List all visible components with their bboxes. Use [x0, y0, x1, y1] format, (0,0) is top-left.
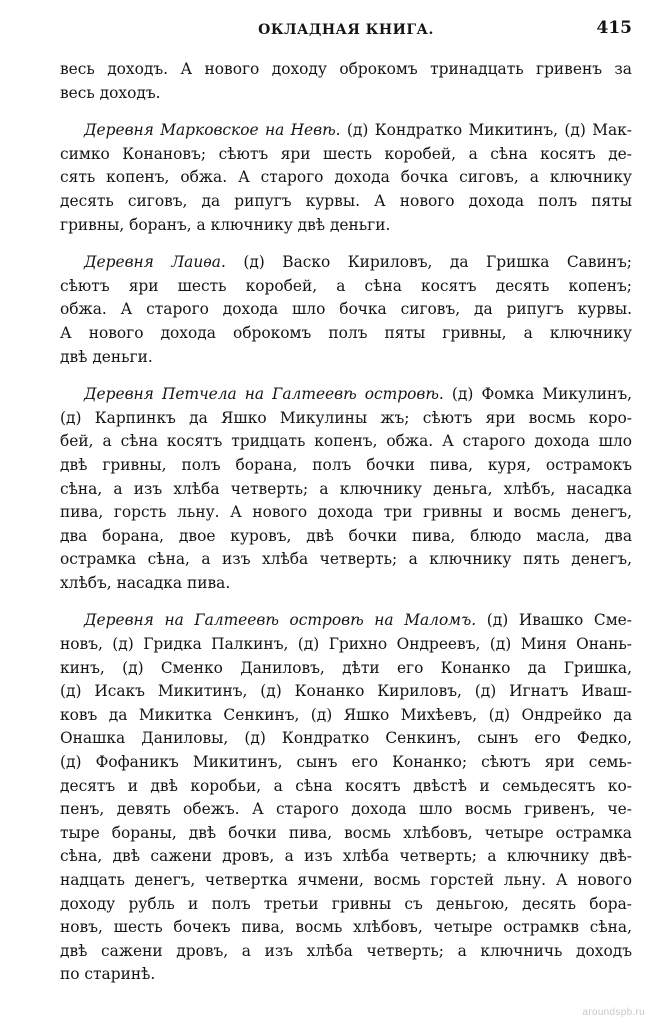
- text-line: [60, 916, 632, 940]
- text-line: [60, 322, 632, 346]
- paragraph: [60, 383, 632, 595]
- text-segment: два борана, двое куровъ, двѣ бочки пива, блюдо масла, два: [60, 526, 632, 545]
- text-segment: кинъ, (д) Сменко Даниловъ, дѣти его Конанко да Гришка,: [60, 658, 632, 677]
- text-segment: (д) Кондратко Микитинъ, (д) Мак-: [340, 121, 632, 140]
- text-line: [60, 190, 632, 214]
- text-segment: обжа. А старого дохода шло бочка сиговъ, да рипугъ курвы.: [60, 300, 632, 319]
- text-segment: доходу рубль и полъ третьи гривны съ деньгою, десять бора-: [60, 894, 632, 913]
- text-line: [60, 893, 632, 917]
- text-segment: А нового дохода оброкомъ полъ пяты гривны, а ключнику: [60, 323, 632, 342]
- text-line: [60, 572, 632, 596]
- text-line: [60, 775, 632, 799]
- text-segment: ковъ да Микитка Сенкинъ, (д) Яшко Михѣевъ, (д) Ондрейко да: [60, 705, 632, 724]
- text-segment: новъ, (д) Гридка Палкинъ, (д) Грихно Ондреевъ, (д) Миня Онань-: [60, 635, 632, 654]
- text-line: [60, 346, 632, 370]
- text-segment: гривны, боранъ, а ключнику двѣ деньги.: [60, 215, 391, 234]
- text-segment: (д) Карпинкъ да Яшко Микулины жъ; сѣютъ яри восмь коро-: [60, 408, 632, 427]
- text-line: [60, 869, 632, 893]
- watermark: aroundspb.ru: [582, 1007, 645, 1018]
- text-body: [60, 58, 632, 987]
- text-segment: надцать денегъ, четвертка ячмени, восмь горстей льну. А нового: [60, 871, 632, 889]
- text-line: [60, 501, 632, 525]
- text-line: [60, 430, 632, 454]
- village-name: Деревня Марковское на Невѣ.: [84, 121, 341, 140]
- text-segment: сѣютъ яри шесть коробей, а сѣна косятъ десять копенъ;: [60, 276, 632, 295]
- text-segment: (д) Исакъ Микитинъ, (д) Конанко Кириловъ, (д) Игнатъ Иваш-: [60, 682, 632, 701]
- village-name: Деревня Лаиѳа.: [84, 253, 226, 272]
- text-line: [60, 166, 632, 190]
- text-line: [60, 548, 632, 572]
- text-segment: острамка сѣна, а изъ хлѣба четверть; а ключнику пять денегъ,: [60, 550, 632, 569]
- text-segment: пенъ, девять обежъ. А старого дохода шло восмь гривенъ, че-: [60, 800, 632, 819]
- text-line: [60, 454, 632, 478]
- text-segment: (д) Фофаникъ Микитинъ, сынъ его Конанко; сѣютъ яри семь-: [60, 753, 632, 772]
- text-line: [60, 58, 632, 82]
- text-line: [60, 119, 632, 143]
- running-head: [60, 18, 632, 48]
- text-line: [60, 275, 632, 299]
- text-segment: (д) Ивашко Сме-: [476, 611, 632, 630]
- text-line: [60, 822, 632, 846]
- text-line: [60, 478, 632, 502]
- text-segment: пива, горсть льну. А нового дохода три гривны и восмь денегъ,: [60, 503, 632, 522]
- text-line: [60, 251, 632, 275]
- text-line: [60, 657, 632, 681]
- text-line: [60, 751, 632, 775]
- text-segment: (д) Васко Кириловъ, да Гришка Савинъ;: [225, 253, 632, 272]
- village-name: Деревня на Галтеевѣ островѣ на Маломъ.: [84, 611, 477, 630]
- text-segment: тыре бораны, двѣ бочки пива, восмь хлѣбовъ, четыре острамка: [60, 823, 632, 842]
- text-line: [60, 383, 632, 407]
- running-title: ОКЛАДНАЯ КНИГА.: [258, 22, 434, 38]
- text-segment: весь доходъ.: [60, 83, 161, 102]
- text-line: [60, 407, 632, 431]
- text-line: [60, 704, 632, 728]
- text-segment: десятъ и двѣ коробьи, а сѣна косятъ двѣстѣ и семьдесятъ ко-: [60, 776, 632, 795]
- text-line: [60, 525, 632, 549]
- text-segment: новъ, шесть бочекъ пива, восмь хлѣбовъ, четыре острамкв сѣна,: [60, 918, 632, 937]
- text-segment: двѣ деньги.: [60, 347, 153, 366]
- text-segment: по старинѣ.: [60, 965, 156, 984]
- text-segment: весь доходъ. А нового доходу оброкомъ тринадцать гривенъ за: [60, 60, 632, 78]
- text-segment: сѣна, двѣ сажени дровъ, а изъ хлѣба четверть; а ключнику двѣ-: [60, 847, 632, 866]
- text-line: [60, 609, 632, 633]
- text-line: [60, 214, 632, 238]
- book-page: [60, 18, 632, 987]
- text-segment: сять копенъ, обжа. А старого дохода бочка сиговъ, а ключнику: [60, 168, 632, 187]
- text-segment: сѣна, а изъ хлѣба четверть; а ключнику деньга, хлѣбъ, насадка: [60, 479, 632, 498]
- paragraph: [60, 119, 632, 237]
- text-segment: Онашка Даниловы, (д) Кондратко Сенкинъ, сынъ его Федко,: [60, 729, 632, 748]
- paragraph: [60, 251, 632, 369]
- text-segment: (д) Фомка Микулинъ,: [443, 385, 632, 404]
- text-segment: бей, а сѣна косятъ тридцать копенъ, обжа. А старого дохода шло: [60, 432, 632, 451]
- text-segment: хлѣбъ, насадка пива.: [60, 573, 231, 592]
- text-segment: симко Конановъ; сѣютъ яри шесть коробей, а сѣна косятъ де-: [60, 144, 632, 163]
- text-line: [60, 143, 632, 167]
- text-line: [60, 845, 632, 869]
- text-segment: двѣ сажени дровъ, а изъ хлѣба четверть; а ключничь доходъ: [60, 941, 632, 960]
- text-line: [60, 82, 632, 106]
- text-line: [60, 298, 632, 322]
- paragraph: [60, 609, 632, 987]
- paragraph: [60, 58, 632, 105]
- text-line: [60, 727, 632, 751]
- text-line: [60, 963, 632, 987]
- page-number: 415: [596, 18, 632, 38]
- text-line: [60, 798, 632, 822]
- text-line: [60, 680, 632, 704]
- text-line: [60, 633, 632, 657]
- text-line: [60, 940, 632, 964]
- village-name: Деревня Петчела на Галтеевѣ островѣ.: [84, 385, 444, 404]
- text-segment: десять сиговъ, да рипугъ курвы. А нового дохода полъ пяты: [60, 191, 632, 210]
- text-segment: двѣ гривны, полъ борана, полъ бочки пива, куря, острамокъ: [60, 455, 632, 474]
